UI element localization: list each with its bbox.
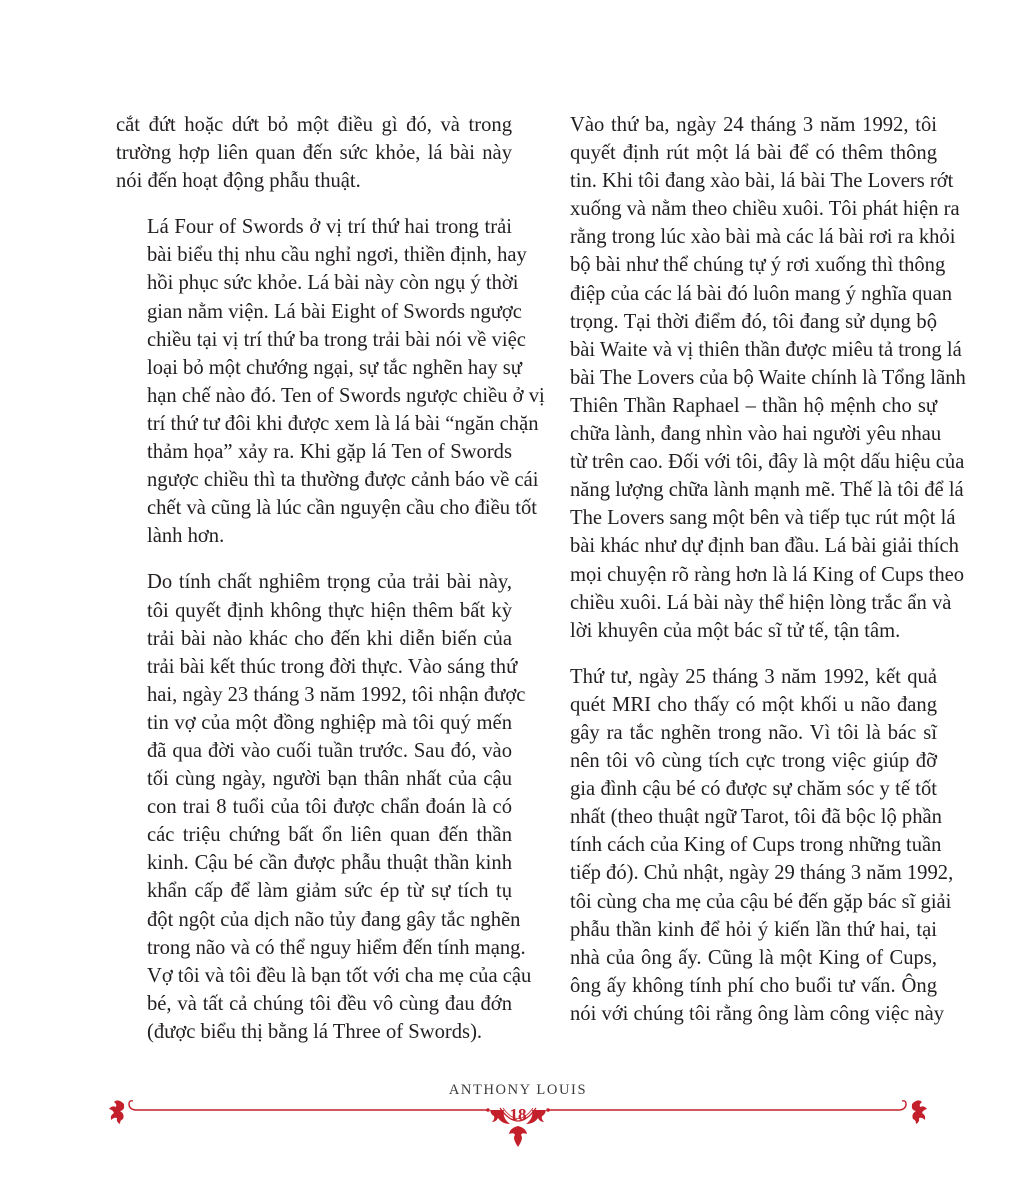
paragraph: [539, 663, 954, 1028]
text-line: tin. Khi tôi đang xào bài, lá bài The Lovers rớt: [570, 170, 954, 193]
text-line: Thiên Thần Raphael – thần hộ mệnh cho sự: [570, 394, 937, 417]
text-line: tiếp đó). Chủ nhật, ngày 29 tháng 3 năm 1992,: [570, 862, 954, 885]
text-line: hạn chế nào đó. Ten of Swords ngược chiều ở vị: [147, 384, 545, 407]
text-line: quyết định rút một lá bài để có thêm thông: [570, 142, 937, 165]
right-text-column: [539, 111, 966, 1046]
text-line: ông ấy không tính phí cho buổi tư vấn. Ông: [570, 974, 937, 997]
text-line: nên tôi vô cùng tích cực trong việc giúp đỡ: [570, 750, 937, 773]
text-line: đột ngột của dịch não tủy đang gây tắc nghẽn: [147, 908, 521, 931]
paragraph: [116, 213, 545, 550]
text-line: The Lovers sang một bên và tiếp tục rút một lá: [570, 507, 956, 530]
text-line: tính cách của King of Cups trong những tuần: [570, 834, 942, 857]
page-number: 18: [509, 1105, 527, 1124]
text-line: trải bài nào khác cho đến khi diễn biến của: [147, 627, 512, 650]
text-line: lời khuyên của một bác sĩ tử tế, tận tâm.: [570, 619, 901, 642]
text-line: Vào thứ ba, ngày 24 tháng 3 năm 1992, tôi: [570, 114, 937, 136]
left-text-column: [116, 111, 545, 1064]
text-line: gây ra tắc nghẽn trong não. Vì tôi là bác sĩ: [570, 721, 937, 744]
text-line: phẫu thần kinh để hỏi ý kiến lần thứ hai, tại: [570, 918, 937, 941]
text-line: bài Waite và vị thiên thần được miêu tả trong lá: [570, 338, 962, 361]
text-line: hai, ngày 23 tháng 3 năm 1992, tôi nhận được: [147, 683, 526, 706]
text-line: xuống và nằm theo chiều xuôi. Tôi phát hiện ra: [570, 198, 960, 221]
text-line: nhà của ông ấy. Cũng là một King of Cups,: [570, 946, 937, 969]
text-line: tối cùng ngày, người bạn thân nhất của cậu: [147, 768, 512, 791]
text-line: nhất (theo thuật ngữ Tarot, tôi đã bộc lộ phần: [570, 806, 942, 829]
text-line: loại bỏ một chướng ngại, sự tắc nghẽn hay sự: [147, 356, 522, 379]
text-line: bộ bài như thể chúng tự ý rơi xuống thì thông: [570, 254, 946, 277]
text-line: trọng. Tại thời điểm đó, tôi đang sử dụng bộ: [570, 310, 937, 333]
text-line: Lá Four of Swords ở vị trí thứ hai trong trải: [147, 216, 512, 239]
text-line: bài khác như dự định ban đầu. Lá bài giải thích: [570, 535, 959, 558]
text-line: tôi quyết định không thực hiện thêm bất kỳ: [147, 599, 512, 622]
text-line: chiều xuôi. Lá bài này thể hiện lòng trắc ẩn và: [570, 591, 952, 614]
text-line: Vợ tôi và tôi đều là bạn tốt với cha mẹ của cậu: [147, 964, 532, 987]
text-line: kinh. Cậu bé cần được phẫu thuật thần kinh: [147, 852, 512, 875]
paragraph: [539, 111, 966, 645]
text-line: chiều tại vị trí thứ ba trong trải bài nói về việc: [147, 328, 526, 351]
text-line: năng lượng chữa lành mạnh mẽ. Thế là tôi để lá: [570, 479, 964, 502]
text-line: tin vợ của một đồng nghiệp mà tôi quý mến: [147, 711, 512, 734]
text-line: con trai 8 tuổi của tôi được chẩn đoán là có: [147, 796, 512, 819]
text-line: đã qua đời vào cuối tuần trước. Sau đó, vào: [147, 739, 512, 762]
paragraph: [116, 568, 532, 1046]
text-line: bài The Lovers của bộ Waite chính là Tổng lãnh: [570, 366, 966, 389]
text-line: chết và cũng là lúc cần nguyện cầu cho điều tốt: [147, 497, 537, 520]
text-line: hồi phục sức khỏe. Lá bài này còn ngụ ý thời: [147, 272, 519, 295]
text-line: quét MRI cho thấy có một khối u não đang: [570, 693, 937, 716]
text-line: khẩn cấp để làm giảm sức ép từ sự tích tụ: [147, 880, 512, 903]
paragraph: [116, 111, 512, 195]
text-line: Thứ tư, ngày 25 tháng 3 năm 1992, kết quả: [570, 665, 937, 688]
text-line: trải bài kết thúc trong đời thực. Vào sáng thứ: [147, 655, 518, 678]
running-footer-author: ANTHONY LOUIS: [448, 1082, 588, 1098]
text-line: bài biểu thị nhu cầu nghỉ ngơi, thiền định, hay: [147, 244, 527, 267]
text-line: các triệu chứng bất ổn liên quan đến thần: [147, 824, 512, 847]
text-line: trong não và có thể nguy hiểm đến tính mạng.: [147, 936, 526, 959]
text-line: nói đến hoạt động phẫu thuật.: [116, 170, 361, 193]
text-line: tôi cùng cha mẹ của cậu bé đến gặp bác sĩ giải: [570, 890, 952, 913]
text-line: Do tính chất nghiêm trọng của trải bài này,: [147, 571, 512, 594]
text-line: thảm họa” xảy ra. Khi gặp lá Ten of Swords: [147, 441, 512, 464]
text-line: gian nằm viện. Lá bài Eight of Swords ngược: [147, 300, 522, 323]
text-line: cắt đứt hoặc dứt bỏ một điều gì đó, và trong: [116, 114, 512, 136]
text-line: trường hợp liên quan đến sức khỏe, lá bài này: [116, 142, 512, 165]
text-line: gia đình cậu bé có được sự chăm sóc y tế tốt: [570, 778, 937, 801]
text-line: mọi chuyện rõ ràng hơn là lá King of Cups theo: [570, 563, 965, 586]
text-line: lành hơn.: [147, 525, 225, 548]
text-line: bé, và tất cả chúng tôi đều vô cùng đau đớn: [147, 992, 512, 1015]
text-line: từ trên cao. Đối với tôi, đây là một dấu hiệu của: [570, 451, 965, 474]
text-line: ngược chiều thì ta thường được cảnh báo về cái: [147, 469, 539, 492]
text-line: trí thứ tư đôi khi được xem là lá bài “ngăn chặn: [147, 412, 539, 435]
text-line: (được biểu thị bằng lá Three of Swords).: [147, 1020, 483, 1043]
text-line: rằng trong lúc xào bài mà các lá bài rơi ra khỏi: [570, 226, 956, 249]
text-line: nói với chúng tôi rằng ông làm công việc này: [570, 1002, 945, 1025]
text-line: chữa lành, đang nhìn vào hai người yêu nhau: [570, 423, 942, 446]
text-line: điệp của các lá bài đó luôn mang ý nghĩa quan: [570, 282, 952, 305]
